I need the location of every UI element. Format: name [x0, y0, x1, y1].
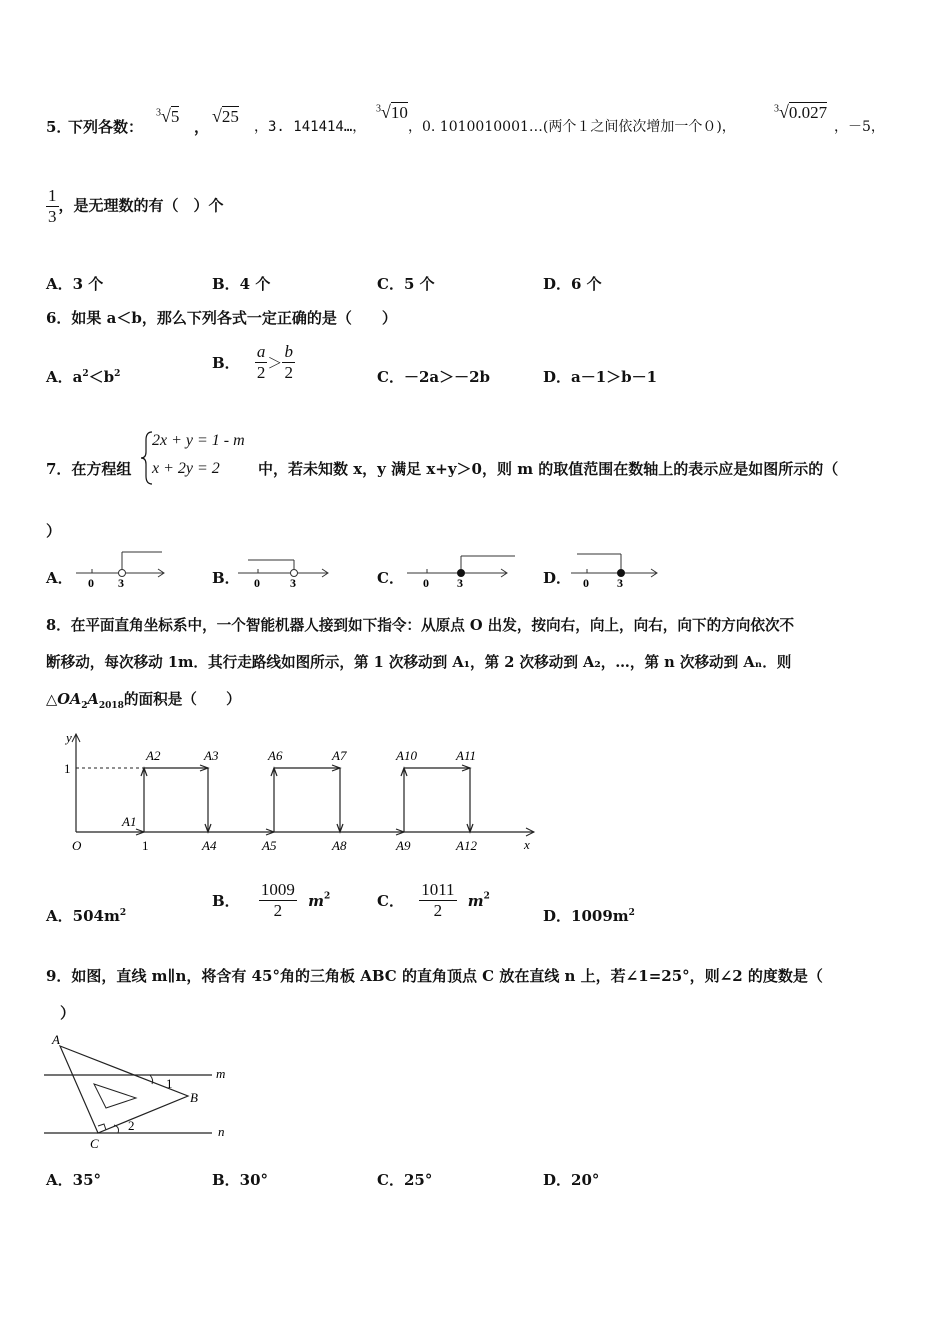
q6-option-a-mid: ＜b — [88, 368, 115, 386]
q5-sqrt25-radicand: 25 — [221, 107, 239, 126]
q5-cbrt0027-index: 3 — [774, 103, 779, 115]
q8-label-A8: A8 — [332, 838, 347, 853]
q5-cbrt5-radicand: 5 — [170, 107, 180, 126]
q8-x-label: x — [524, 837, 530, 852]
q5-n7: ，－5， — [834, 119, 885, 135]
q5-cbrt10-radicand: 10 — [390, 103, 408, 122]
q5-sqrt25: √25 — [212, 106, 239, 126]
q8-label-A5: A5 — [262, 838, 277, 853]
q7-b-zero: 0 — [254, 576, 260, 590]
q8-option-a-sup: 2 — [119, 908, 127, 918]
q8-line1: 8．在平面直角坐标系中，一个智能机器人接到如下指令：从原点 O 出发，按向右，向上，向右，向下的方向依次不 — [46, 617, 795, 634]
q8-option-b[interactable] — [212, 880, 330, 921]
q6-option-b-num2: b — [284, 342, 293, 361]
q7-close: ） — [46, 522, 62, 540]
q8-option-c-label: C． — [377, 892, 404, 910]
q9-figure — [44, 1032, 244, 1152]
q8-y-label: y — [66, 730, 72, 745]
q8-label-A3: A3 — [204, 748, 219, 763]
q6-option-b[interactable] — [212, 342, 295, 383]
q5-suffix: ，是无理数的有（ ）个 — [58, 196, 224, 215]
q8-option-c-sup: 2 — [483, 891, 490, 902]
q8-option-b-frac — [259, 880, 297, 921]
q7-eq2: x + 2y = 2 — [152, 460, 220, 477]
q6-option-b-den2: 2 — [284, 363, 293, 382]
q7-option-a[interactable] — [46, 546, 176, 590]
q8-label-A7: A7 — [332, 748, 347, 763]
q8-option-c-frac — [419, 880, 456, 921]
q7-eq1: 2x + y = 1 - m — [152, 432, 245, 449]
q8-line3-a: A — [87, 691, 99, 708]
q7-option-d[interactable] — [543, 546, 673, 590]
q8-option-a-text: A．504m — [46, 907, 120, 925]
q8-label-A10: A10 — [396, 748, 417, 763]
q5-cbrt10: $^3$√10 — [376, 102, 408, 122]
q8-label-A2: A2 — [146, 748, 161, 763]
q5-number: 5． — [46, 118, 72, 136]
q9-label-B: B — [190, 1090, 198, 1105]
q6-option-b-label: B． — [212, 354, 240, 372]
q7-a-zero: 0 — [88, 576, 94, 590]
q9-label-m: m — [216, 1066, 226, 1081]
q8-one-y: 1 — [64, 761, 71, 776]
q6-option-a-sup2: 2 — [114, 369, 121, 379]
q8-option-c-den: 2 — [433, 901, 443, 920]
q8-line3-sub2: 2018 — [98, 700, 124, 711]
q5-option-d[interactable]: D．6 个 — [543, 275, 602, 293]
q8-line3-sub1: 2 — [81, 700, 88, 711]
q7-option-b-label: B． — [212, 569, 240, 587]
q8-option-a[interactable] — [46, 905, 126, 926]
q7-option-c-label: C． — [377, 569, 404, 587]
q5-fraction — [46, 186, 59, 227]
q7-prefix: 7．在方程组 — [46, 460, 132, 478]
q7-option-c[interactable] — [377, 546, 527, 590]
q8-line2: 断移动，每次移动 1m．其行走路线如图所示，第 1 次移动到 A₁，第 2 次移动到 A₂，…，第 n 次移动到 Aₙ．则 — [46, 654, 792, 671]
q8-label-A6: A6 — [268, 748, 283, 763]
q9-label-angle1: 1 — [166, 1076, 173, 1091]
q6-option-b-num1: a — [256, 342, 266, 361]
q7-d-three: 3 — [617, 576, 623, 590]
q9-close: ） — [60, 1004, 76, 1022]
q6-option-b-gt: ＞ — [267, 354, 283, 372]
q8-option-d-sup: 2 — [628, 908, 635, 918]
q8-option-b-label: B． — [212, 892, 240, 910]
q7-b-three: 3 — [290, 576, 296, 590]
q7-stem: 中，若未知数 x，y 满足 x+y＞0，则 m 的取值范围在数轴上的表示应是如图所示的（ — [258, 460, 839, 478]
q7-number-line-b — [212, 546, 342, 590]
q9-label-C: C — [90, 1136, 99, 1151]
q5-cbrt5-index: 3 — [156, 107, 161, 119]
q5-cbrt5: $^3$√5 — [156, 106, 180, 126]
q8-label-A9: A9 — [396, 838, 411, 853]
q5-cbrt0027-radicand: 0.027 — [788, 103, 828, 122]
q7-d-zero: 0 — [583, 576, 589, 590]
q8-origin: O — [72, 838, 82, 853]
q7-a-three: 3 — [118, 576, 124, 590]
q5-fraction-num: 1 — [48, 186, 57, 205]
q9-option-d[interactable]: D．20° — [543, 1171, 600, 1189]
q9-option-b[interactable]: B．30° — [212, 1171, 269, 1189]
q6-option-a[interactable] — [46, 366, 120, 387]
q5-option-c[interactable]: C．5 个 — [377, 275, 435, 293]
q8-label-A12: A12 — [456, 838, 477, 853]
q8-line3-tri: △OA — [46, 691, 82, 708]
q9-line1: 9．如图，直线 m∥n，将含有 45°角的三角板 ABC 的直角顶点 C 放在直线 n 上，若∠1=25°，则∠2 的度数是（ — [46, 967, 823, 985]
q6-option-b-frac2 — [282, 342, 295, 383]
q6-option-d[interactable]: D．a－1＞b－1 — [543, 368, 658, 386]
q8-label-A11: A11 — [456, 748, 476, 763]
q7-number-line-c — [377, 546, 527, 590]
q6-option-b-den1: 2 — [256, 363, 266, 382]
q8-option-b-sup: 2 — [324, 891, 331, 902]
q5-n3: ，3. 141414…， — [254, 119, 367, 135]
q8-option-d[interactable] — [543, 905, 635, 926]
q6-option-a-label: A．a — [46, 368, 83, 386]
q8-label-A4: A4 — [202, 838, 217, 853]
q5-line2 — [46, 186, 224, 227]
q5-prefix: 下列各数： — [68, 118, 144, 136]
q7-c-zero: 0 — [423, 576, 429, 590]
q6-option-c[interactable]: C．－2a＞－2b — [377, 368, 491, 386]
q9-label-A: A — [52, 1032, 60, 1047]
q8-option-c-unit: m — [467, 891, 484, 910]
q9-label-angle2: 2 — [128, 1118, 135, 1133]
q9-option-a[interactable]: A．35° — [46, 1171, 102, 1189]
q5-cbrt0027: $^3$√0.027 — [774, 102, 828, 122]
q5-option-b[interactable]: B．4 个 — [212, 275, 271, 293]
q8-option-c[interactable] — [377, 880, 490, 921]
q7-option-b[interactable] — [212, 546, 342, 590]
q8-line3 — [46, 688, 241, 711]
q9-label-n: n — [218, 1124, 225, 1139]
q6-option-b-frac1 — [255, 342, 268, 383]
q5-cbrt10-index: 3 — [376, 103, 381, 115]
q8-option-b-den: 2 — [273, 901, 283, 920]
q5-fraction-den: 3 — [48, 207, 57, 226]
q5-option-a[interactable]: A．3 个 — [46, 275, 104, 293]
q8-option-c-num: 1011 — [421, 880, 455, 899]
q7-number-line-a — [46, 546, 176, 590]
q9-option-c[interactable]: C．25° — [377, 1171, 433, 1189]
q5-sep1: ， — [194, 118, 210, 136]
q8-option-b-unit: m — [308, 891, 325, 910]
q7-option-d-label: D． — [543, 569, 572, 587]
q6-stem: 6．如果 a＜b，那么下列各式一定正确的是（ ） — [46, 309, 397, 327]
q8-option-b-num: 1009 — [260, 880, 295, 899]
q8-one-x: 1 — [142, 838, 149, 853]
q7-c-three: 3 — [457, 576, 463, 590]
q8-option-d-text: D．1009m — [543, 907, 629, 925]
q6-option-a-sup1: 2 — [82, 369, 89, 379]
q8-line3-tail: 的面积是（ ） — [123, 691, 241, 708]
q7-option-a-label: A． — [46, 569, 73, 587]
q8-label-A1: A1 — [122, 814, 137, 829]
q7-number-line-d — [543, 546, 673, 590]
q8-figure — [56, 728, 556, 858]
q5-n5: ，0. 1010010001…(两个１之间依次增加一个０)， — [408, 119, 736, 135]
